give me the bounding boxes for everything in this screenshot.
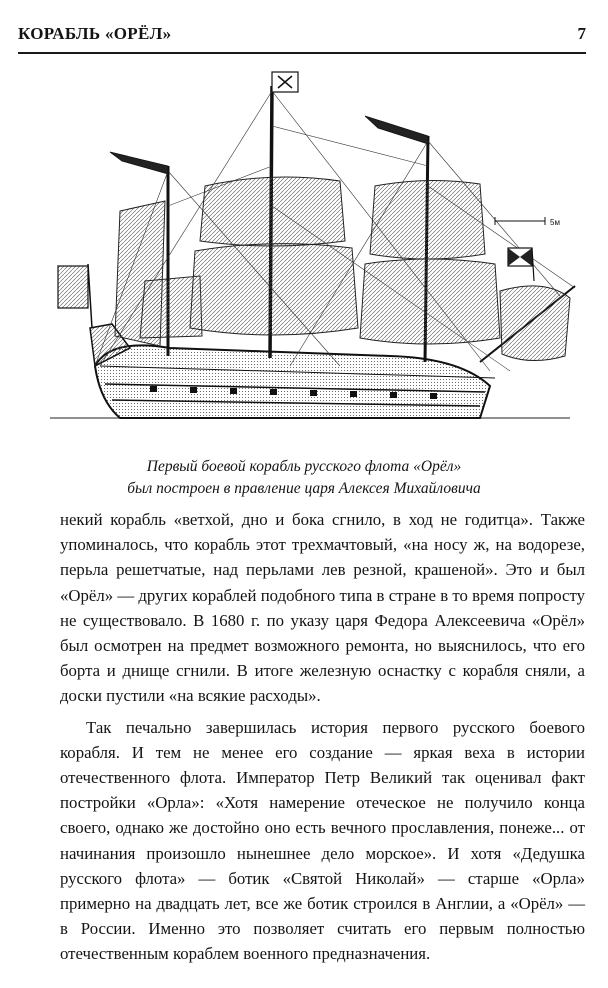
- figure-caption: [0, 456, 608, 500]
- body-text: [60, 507, 585, 967]
- scale-bar: [495, 217, 560, 227]
- running-title: КОРАБЛЬ «ОРЁЛ»: [18, 24, 172, 43]
- paragraph: Так печально завершилась история первого русского боевого корабля. И тем не менее его создание — яркая веха в истории отечественного флота. Император Петр Великий так оценивал факт постройки «Орла»: «Хотя намерение отеческое не получило конца своего, однако же достойно оно есть вечного прославления, понеже... от начинания произошло нынешнее дело морское». И хотя «Дедушка русского флота» — ботик «Святой Николай» — старше «Орла» примерно на двадцать лет, все же ботик строился в Англии, а «Орёл» — в России. Именно это позволяет считать его первым полностью отечественным кораблем военного предназначения.: [60, 717, 585, 964]
- ship-illustration: [40, 66, 580, 442]
- page-number: 7: [577, 24, 586, 43]
- running-header: [18, 18, 586, 54]
- caption-line-1: Первый боевой корабль русского флота «Орёл»: [146, 458, 462, 475]
- scale-label: 5м: [550, 218, 560, 227]
- paragraph: некий корабль «ветхой, дно и бока сгнило, в ход не годитца». Также упоминалось, что корабль этот трехмачтовый, «на носу ж, на водорезе, перьла решетчатые, над перьлами лев резной, крашеной». Это и был «Орёл» — других кораблей подобного типа в стране в то время попросту не существовало. В 1680 г. по указу царя Федора Алексеевича «Орёл» был осмотрен на предмет возможного ремонта, но выяснилось, что его борта и днище сгнили. В итоге железную оснастку с корабля сняли, а доски пустили «на всякие расходы».: [60, 510, 585, 706]
- caption-line-2: был построен в правление царя Алексея Михайловича: [127, 480, 481, 497]
